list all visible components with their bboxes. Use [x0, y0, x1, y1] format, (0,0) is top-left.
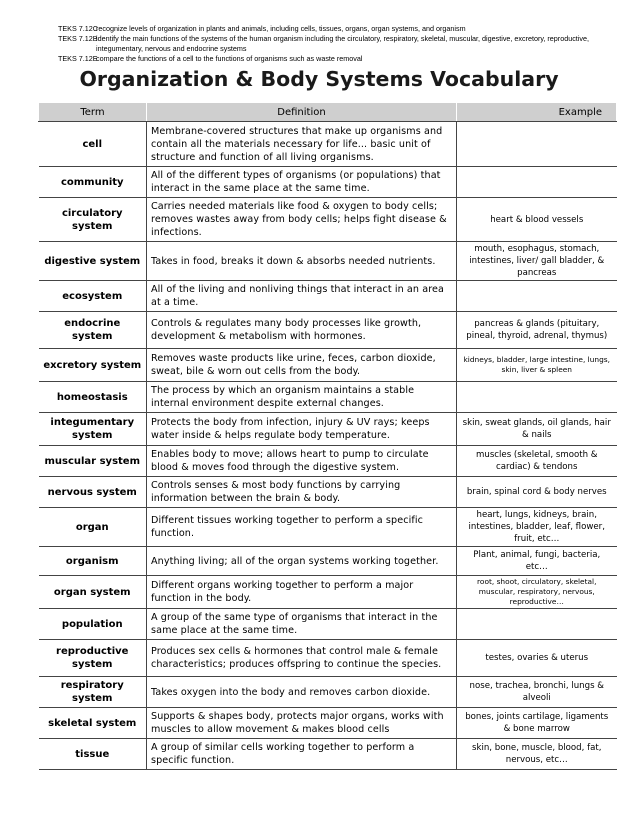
definition-cell: All of the living and nonliving things that interact in an area at a time.: [147, 281, 457, 312]
term-cell: circulatory system: [39, 198, 147, 242]
table-row: [39, 413, 617, 446]
example-cell: [457, 382, 617, 413]
definition-column-header: Definition: [147, 103, 457, 122]
table-row: [39, 508, 617, 547]
table-row: [39, 281, 617, 312]
term-cell: respiratory system: [39, 677, 147, 708]
page-title: Organization & Body Systems Vocabulary: [79, 67, 559, 91]
term-cell: cell: [39, 122, 147, 167]
term-cell: nervous system: [39, 477, 147, 508]
example-cell: [457, 281, 617, 312]
teks-line: [58, 34, 628, 54]
term-cell: muscular system: [39, 446, 147, 477]
definition-cell: Protects the body from infection, injury & UV rays; keeps water inside & helps regulate body temperature.: [147, 413, 457, 446]
table-row: [39, 242, 617, 281]
table-row: [39, 576, 617, 609]
teks-text: compare the functions of a cell to the functions of organisms such as waste removal: [96, 54, 363, 63]
example-cell: skin, sweat glands, oil glands, hair & nails: [457, 413, 617, 446]
term-column-header: Term: [39, 103, 147, 122]
term-cell: reproductive system: [39, 640, 147, 677]
definition-cell: The process by which an organism maintains a stable internal environment despite external changes.: [147, 382, 457, 413]
definition-cell: Takes in food, breaks it down & absorbs needed nutrients.: [147, 242, 457, 281]
table-row: [39, 167, 617, 198]
example-cell: mouth, esophagus, stomach, intestines, liver/ gall bladder, & pancreas: [457, 242, 617, 281]
term-cell: homeostasis: [39, 382, 147, 413]
example-cell: bones, joints cartilage, ligaments & bone marrow: [457, 708, 617, 739]
term-cell: digestive system: [39, 242, 147, 281]
term-cell: integumentary system: [39, 413, 147, 446]
example-cell: pancreas & glands (pituitary, pineal, thyroid, adrenal, thymus): [457, 312, 617, 349]
teks-line: [58, 54, 628, 64]
definition-cell: A group of the same type of organisms that interact in the same place at the same time.: [147, 609, 457, 640]
term-cell: skeletal system: [39, 708, 147, 739]
table-row: [39, 382, 617, 413]
definition-cell: Controls & regulates many body processes like growth, development & metabolism with hormones.: [147, 312, 457, 349]
teks-text: recognize levels of organization in plants and animals, including cells, tissues, organs, organ systems, and organism: [96, 24, 466, 33]
example-cell: skin, bone, muscle, blood, fat, nervous, etc…: [457, 739, 617, 770]
table-row: [39, 349, 617, 382]
table-row: [39, 477, 617, 508]
example-cell: heart, lungs, kidneys, brain, intestines, bladder, leaf, flower, fruit, etc…: [457, 508, 617, 547]
table-row: [39, 446, 617, 477]
definition-cell: Controls senses & most body functions by carrying information between the brain & body.: [147, 477, 457, 508]
term-cell: ecosystem: [39, 281, 147, 312]
definition-cell: Anything living; all of the organ systems working together.: [147, 547, 457, 576]
example-cell: heart & blood vessels: [457, 198, 617, 242]
term-cell: population: [39, 609, 147, 640]
example-cell: testes, ovaries & uterus: [457, 640, 617, 677]
example-cell: [457, 167, 617, 198]
teks-text: identify the main functions of the systems of the human organism including the circulatory, respiratory, skeletal, muscular, digestive, excretory, reproductive, integumentary, nervous and endocrine systems: [96, 34, 589, 53]
example-cell: kidneys, bladder, large intestine, lungs, skin, liver & spleen: [457, 349, 617, 382]
example-cell: brain, spinal cord & body nerves: [457, 477, 617, 508]
term-cell: endocrine system: [39, 312, 147, 349]
table-row: [39, 547, 617, 576]
definition-cell: Produces sex cells & hormones that control male & female characteristics; produces offspring to continue the species.: [147, 640, 457, 677]
term-cell: organ: [39, 508, 147, 547]
example-cell: muscles (skeletal, smooth & cardiac) & tendons: [457, 446, 617, 477]
definition-cell: Supports & shapes body, protects major organs, works with muscles to allow movement & makes blood cells: [147, 708, 457, 739]
definition-cell: Takes oxygen into the body and removes carbon dioxide.: [147, 677, 457, 708]
table-row: [39, 312, 617, 349]
example-cell: [457, 609, 617, 640]
term-cell: tissue: [39, 739, 147, 770]
teks-standards: [58, 24, 628, 64]
example-column-header: Example: [457, 103, 617, 122]
definition-cell: A group of similar cells working together to perform a specific function.: [147, 739, 457, 770]
teks-code: TEKS 7.12E: [58, 54, 98, 63]
term-cell: excretory system: [39, 349, 147, 382]
definition-cell: Different organs working together to perform a major function in the body.: [147, 576, 457, 609]
term-cell: organ system: [39, 576, 147, 609]
definition-cell: Carries needed materials like food & oxygen to body cells; removes wastes away from body cells; helps fight disease & infections.: [147, 198, 457, 242]
example-cell: root, shoot, circulatory, skeletal, muscular, respiratory, nervous, reproductive…: [457, 576, 617, 609]
table-row: [39, 708, 617, 739]
teks-code: TEKS 7.12B: [58, 34, 98, 43]
definition-cell: Different tissues working together to perform a specific function.: [147, 508, 457, 547]
definition-cell: Removes waste products like urine, feces, carbon dioxide, sweat, bile & worn out cells from the body.: [147, 349, 457, 382]
vocabulary-table: [38, 102, 617, 770]
table-row: [39, 677, 617, 708]
definition-cell: All of the different types of organisms (or populations) that interact in the same place at the same time.: [147, 167, 457, 198]
term-cell: community: [39, 167, 147, 198]
table-row: [39, 198, 617, 242]
table-row: [39, 609, 617, 640]
example-cell: nose, trachea, bronchi, lungs & alveoli: [457, 677, 617, 708]
term-cell: organism: [39, 547, 147, 576]
table-row: [39, 122, 617, 167]
definition-cell: Membrane-covered structures that make up organisms and contain all the materials necessary for life... basic unit of structure and function of all living organisms.: [147, 122, 457, 167]
table-row: [39, 640, 617, 677]
example-cell: Plant, animal, fungi, bacteria, etc…: [457, 547, 617, 576]
teks-line: [58, 24, 628, 34]
table-header-row: [39, 103, 617, 122]
definition-cell: Enables body to move; allows heart to pump to circulate blood & moves food through the digestive system.: [147, 446, 457, 477]
example-cell: [457, 122, 617, 167]
table-row: [39, 739, 617, 770]
teks-code: TEKS 7.12C: [58, 24, 98, 33]
